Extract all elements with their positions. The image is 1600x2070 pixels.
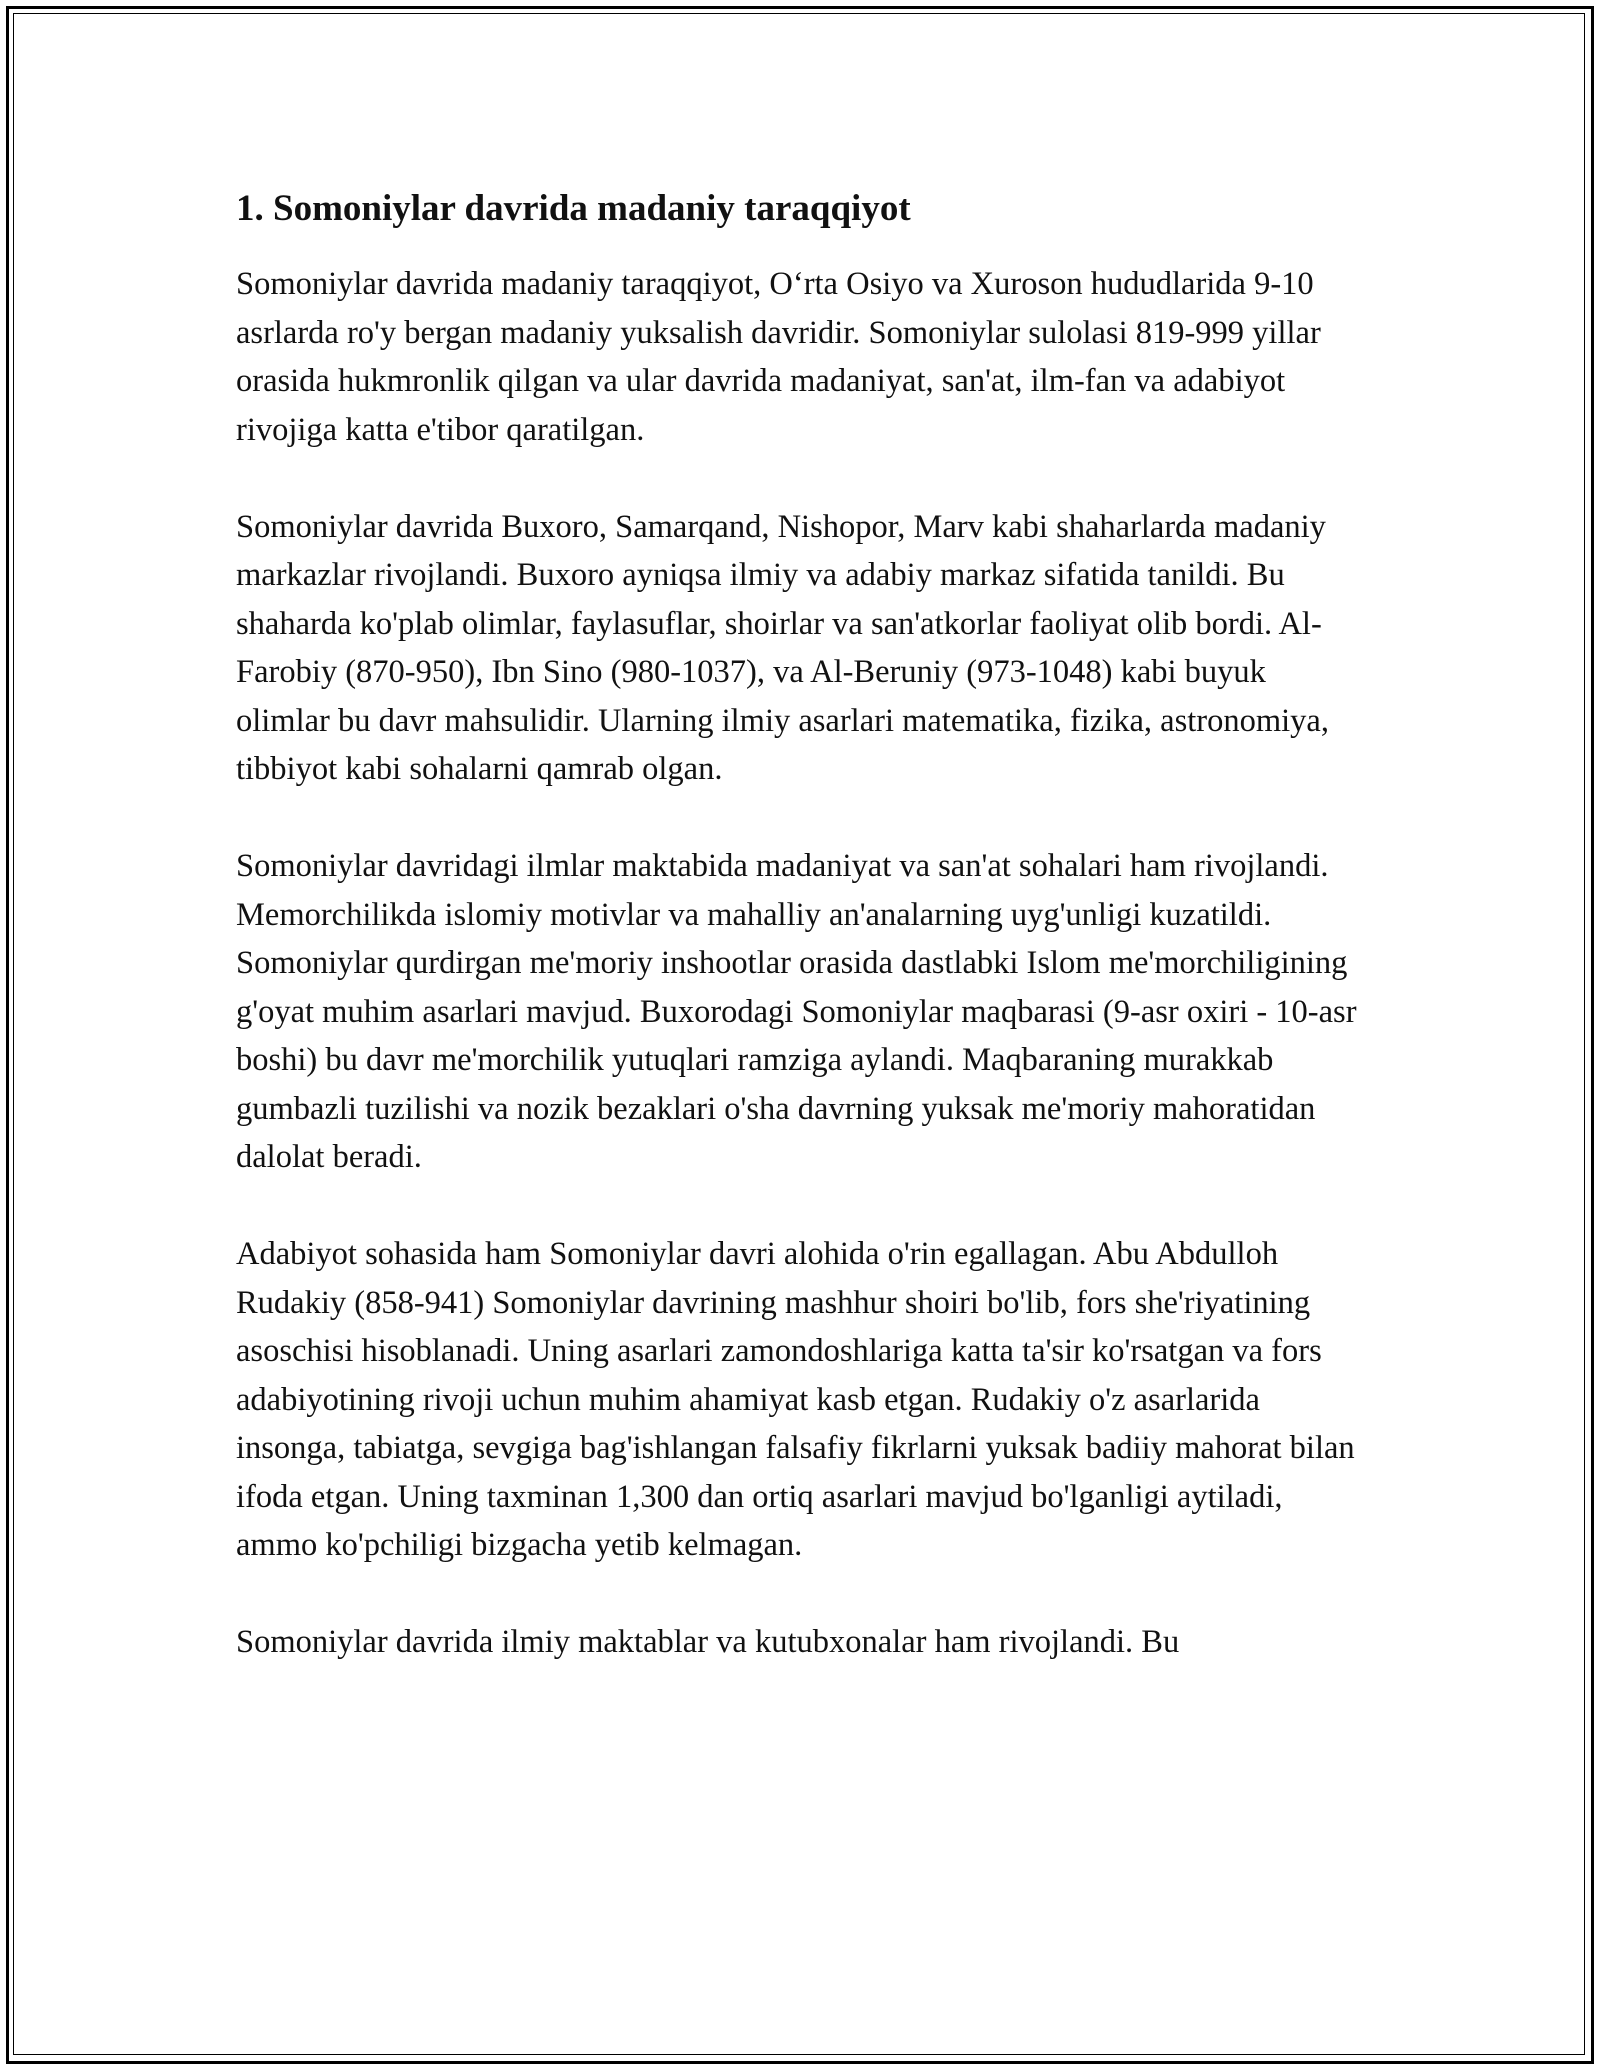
paragraph-intro: Somoniylar davrida madaniy taraqqiyot, O‘rta Osiyo va Xuroson hududlarida 9-10 asrlarda ro'y bergan madaniy yuksalish davridir. Somoniylar sulolasi 819-999 yillar orasida hukmronlik qilgan va ular davrida madaniyat, san'at, ilm-fan va adabiyot rivojiga katta e'tibor qaratilgan. <box>236 266 1321 448</box>
section-heading: 1. Somoniylar davrida madaniy taraqqiyot <box>236 188 911 229</box>
document-body <box>236 186 1366 1667</box>
paragraph-architecture: Somoniylar davridagi ilmlar maktabida madaniyat va san'at sohalari ham rivojlandi. Memorchilikda islomiy motivlar va mahalliy an'analarning uyg'unligi kuzatildi. Somoniylar qurdirgan me'moriy inshootlar orasida dastlabki Islom me'morchiligining g'oyat muhim asarlari mavjud. Buxorodagi Somoniylar maqbarasi (9-asr oxiri - 10-asr boshi) bu davr me'morchilik yutuqlari ramziga aylandi. Maqbaraning murakkab gumbazli tuzilishi va nozik bezaklari o'sha davrning yuksak me'moriy mahoratidan dalolat beradi. <box>236 848 1357 1175</box>
paragraph-literature: Adabiyot sohasida ham Somoniylar davri alohida o'rin egallagan. Abu Abdulloh Rudakiy (858-941) Somoniylar davrining mashhur shoiri bo'lib, fors she'riyatining asoschisi hisoblanadi. Uning asarlari zamondoshlariga katta ta'sir ko'rsatgan va fors adabiyotining rivoji uchun muhim ahamiyat kasb etgan. Rudakiy o'z asarlarida insonga, tabiatga, sevgiga bag'ishlangan falsafiy fikrlarni yuksak badiiy mahorat bilan ifoda etgan. Uning taxminan 1,300 dan ortiq asarlari mavjud bo'lganligi aytiladi, ammo ko'pchiligi bizgacha yetib kelmagan. <box>236 1236 1355 1563</box>
paragraph-cities-scholars: Somoniylar davrida Buxoro, Samarqand, Nishopor, Marv kabi shaharlarda madaniy markazlar rivojlandi. Buxoro ayniqsa ilmiy va adabiy markaz sifatida tanildi. Bu shaharda ko'plab olimlar, faylasuflar, shoirlar va san'atkorlar faoliyat olib bordi. Al-Farobiy (870-950), Ibn Sino (980-1037), va Al-Beruniy (973-1048) kabi buyuk olimlar bu davr mahsulidir. Ularning ilmiy asarlari matematika, fizika, astronomiya, tibbiyot kabi sohalarni qamrab olgan. <box>236 508 1329 787</box>
paragraph-libraries: Somoniylar davrida ilmiy maktablar va kutubxonalar ham rivojlandi. Bu <box>236 1624 1180 1660</box>
